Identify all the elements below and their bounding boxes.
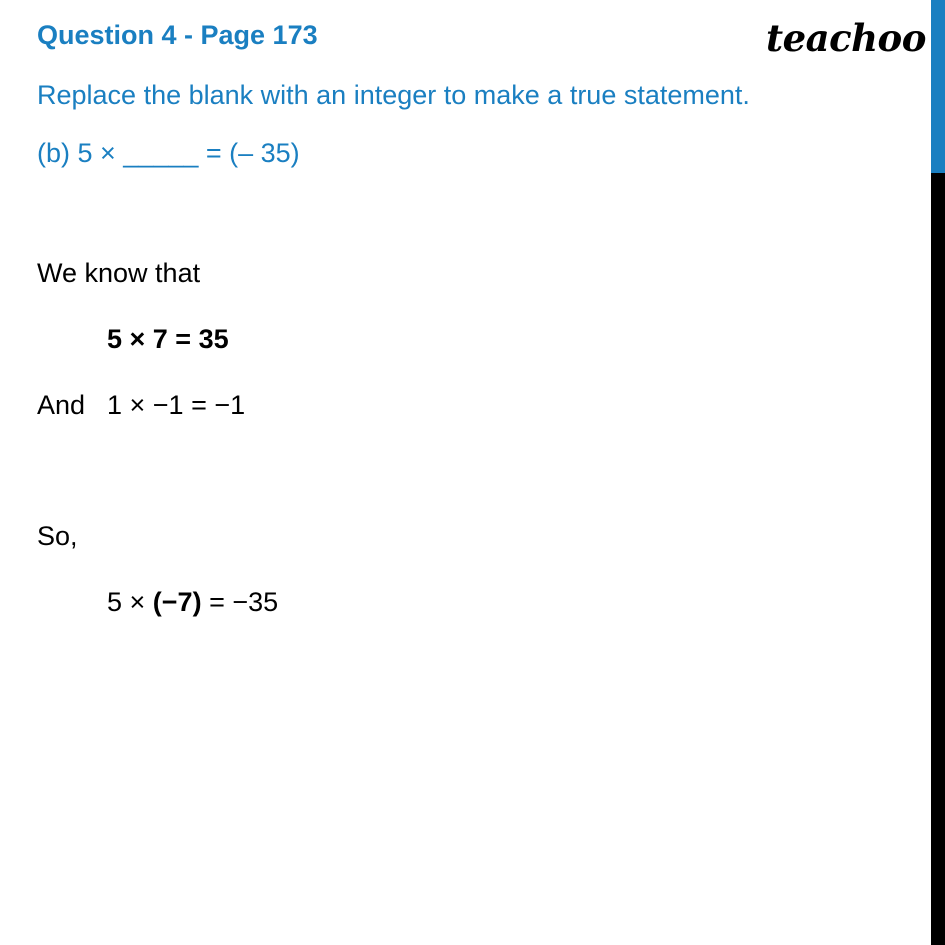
question-part: (b) 5 × _____ = (– 35) bbox=[37, 138, 300, 168]
solution-fact-1: 5 × 7 = 35 bbox=[107, 324, 229, 354]
solution-fact-2: 1 × −1 = −1 bbox=[107, 390, 246, 420]
solution-so-label: So, bbox=[37, 521, 78, 551]
solution-and-label: And bbox=[37, 390, 86, 420]
solution-answer bbox=[107, 587, 278, 618]
answer-suffix: = −35 bbox=[201, 587, 279, 617]
question-heading: Question 4 - Page 173 bbox=[37, 20, 318, 50]
solution-intro: We know that bbox=[37, 258, 201, 288]
question-prompt: Replace the blank with an integer to make a true statement. bbox=[37, 80, 750, 110]
scrollbar-thumb[interactable] bbox=[931, 0, 945, 173]
scrollbar[interactable] bbox=[931, 0, 945, 945]
answer-prefix: 5 × bbox=[107, 587, 153, 617]
answer-value: (−7) bbox=[152, 587, 202, 617]
teachoo-logo: teachoo bbox=[766, 16, 926, 60]
